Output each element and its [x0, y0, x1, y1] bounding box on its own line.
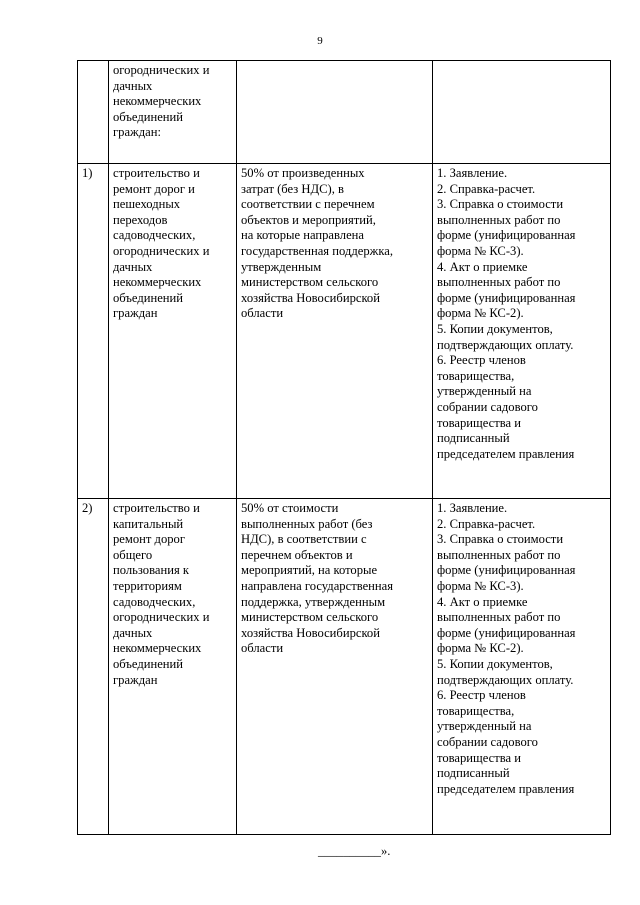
subsidy-rate-cell — [237, 164, 433, 499]
cell-text-line: пешеходных — [113, 197, 181, 212]
table-row — [78, 61, 611, 164]
cell-text-line: собрании садового — [437, 734, 538, 749]
cell-text-line: 6. Реестр членов — [437, 688, 526, 703]
table-body — [78, 61, 611, 835]
cell-text-line: 3. Справка о стоимости — [437, 532, 564, 547]
cell-text-line: товарищества и — [437, 415, 521, 430]
cell-text-line: дачных — [113, 78, 153, 93]
cell-text-line: строительство и — [113, 501, 200, 515]
cell-text-line: выполненных работ по — [437, 610, 561, 625]
cell-text-line: дачных — [113, 625, 153, 640]
cell-text-line: огороднических и — [113, 610, 210, 625]
row-number-cell — [78, 499, 109, 835]
documents-cell — [433, 164, 611, 499]
cell-text-line: огороднических и — [113, 63, 210, 77]
cell-text-line: территориям — [113, 578, 182, 593]
cell-text-line: форме (унифицированная — [437, 228, 576, 243]
cell-text-line: объединений — [113, 656, 184, 671]
cell-text-line: 2. Справка-расчет. — [437, 181, 536, 196]
cell-text-line: товарищества, — [437, 703, 515, 718]
cell-text-line: граждан — [113, 306, 158, 321]
cell-text-line: 6. Реестр членов — [437, 353, 526, 368]
cell-text-line: форме (унифицированная — [437, 290, 576, 305]
page-number: 9 — [317, 35, 323, 47]
table-row — [78, 164, 611, 499]
cell-text-line: области — [241, 641, 284, 656]
cell-text-line: форма № КС-2). — [437, 641, 524, 656]
cell-text-line: пользования к — [113, 563, 190, 578]
cell-text-line: капитальный — [113, 516, 184, 531]
cell-text-line: затрат (без НДС), в — [241, 181, 344, 196]
cell-text-line: поддержка, утвержденным — [241, 594, 386, 609]
cell-text-line: председателем правления — [437, 446, 575, 461]
cell-text-line: товарищества, — [437, 368, 515, 383]
cell-text-line: 2. Справка-расчет. — [437, 516, 536, 531]
subsidy-rate-cell — [237, 499, 433, 835]
cell-text-line: 3. Справка о стоимости — [437, 197, 564, 212]
cell-text-line: утвержденным — [241, 259, 322, 274]
cell-text-line: общего — [113, 547, 153, 562]
activity-cell — [109, 499, 237, 835]
cell-text-line: объединений — [113, 109, 184, 124]
cell-text-line: подтверждающих оплату. — [437, 672, 574, 687]
cell-text-line: 5. Копии документов, — [437, 656, 553, 671]
row-number: 1) — [82, 166, 93, 180]
cell-text-line: граждан: — [113, 125, 161, 140]
cell-text-line: форме (унифицированная — [437, 563, 576, 578]
cell-text-line: 4. Акт о приемке — [437, 259, 528, 274]
cell-text-line: садоводческих, — [113, 594, 196, 609]
cell-text-line: министерством сельского — [241, 610, 379, 625]
cell-text-line: форма № КС-3). — [437, 243, 524, 258]
cell-text-line: собрании садового — [437, 399, 538, 414]
cell-text-line: некоммерческих — [113, 94, 202, 109]
table-row — [78, 499, 611, 835]
cell-text-line: дачных — [113, 259, 153, 274]
cell-text-line: форма № КС-2). — [437, 306, 524, 321]
cell-text-line: соответствии с перечнем — [241, 197, 375, 212]
cell-text-line: на которые направлена — [241, 228, 364, 243]
cell-text-line: выполненных работ (без — [241, 516, 373, 531]
cell-text-line: области — [241, 306, 284, 321]
cell-text-line: хозяйства Новосибирской — [241, 625, 380, 640]
cell-text-line: 1. Заявление. — [437, 501, 508, 515]
cell-text-line: садоводческих, — [113, 228, 196, 243]
cell-text-line: перечнем объектов и — [241, 547, 353, 562]
cell-text-line: НДС), в соответствии с — [241, 532, 367, 547]
cell-text-line: подписанный — [437, 431, 510, 446]
cell-text-line: ремонт дорог — [113, 532, 186, 547]
cell-text-line: переходов — [113, 212, 168, 227]
documents-cell — [433, 499, 611, 835]
cell-text-line: товарищества и — [437, 750, 521, 765]
cell-text-line: объектов и мероприятий, — [241, 212, 376, 227]
cell-text-line: форма № КС-3). — [437, 578, 524, 593]
activity-cell — [109, 61, 237, 164]
row-number: 2) — [82, 501, 93, 515]
cell-text-line: выполненных работ по — [437, 212, 561, 227]
cell-text-line: утвержденный на — [437, 719, 532, 734]
documents-cell — [433, 61, 611, 164]
document-table — [77, 60, 611, 835]
cell-text-line: строительство и — [113, 166, 200, 180]
cell-text-line: направлена государственная — [241, 578, 394, 593]
cell-text-line: 50% от произведенных — [241, 166, 365, 180]
cell-text-line: форме (унифицированная — [437, 625, 576, 640]
cell-text-line: ремонт дорог и — [113, 181, 195, 196]
cell-text-line: 4. Акт о приемке — [437, 594, 528, 609]
cell-text-line: государственная поддержка, — [241, 243, 393, 258]
cell-text-line: огороднических и — [113, 243, 210, 258]
cell-text-line: утвержденный на — [437, 384, 532, 399]
cell-text-line: объединений — [113, 290, 184, 305]
cell-text-line: выполненных работ по — [437, 547, 561, 562]
cell-text-line: 5. Копии документов, — [437, 321, 553, 336]
cell-text-line: 1. Заявление. — [437, 166, 508, 180]
activity-cell — [109, 164, 237, 499]
cell-text-line: некоммерческих — [113, 275, 202, 290]
cell-text-line: некоммерческих — [113, 641, 202, 656]
cell-text-line: подписанный — [437, 766, 510, 781]
closing-quote-line: __________». — [318, 844, 391, 858]
cell-text-line: 50% от стоимости — [241, 501, 339, 515]
cell-text-line: подтверждающих оплату. — [437, 337, 574, 352]
cell-text-line: хозяйства Новосибирской — [241, 290, 380, 305]
cell-text-line: председателем правления — [437, 781, 575, 796]
cell-text-line: выполненных работ по — [437, 275, 561, 290]
subsidy-rate-cell — [237, 61, 433, 164]
cell-text-line: мероприятий, на которые — [241, 563, 378, 578]
row-number-cell — [78, 164, 109, 499]
row-number-cell — [78, 61, 109, 164]
cell-text-line: министерством сельского — [241, 275, 379, 290]
cell-text-line: граждан — [113, 672, 158, 687]
